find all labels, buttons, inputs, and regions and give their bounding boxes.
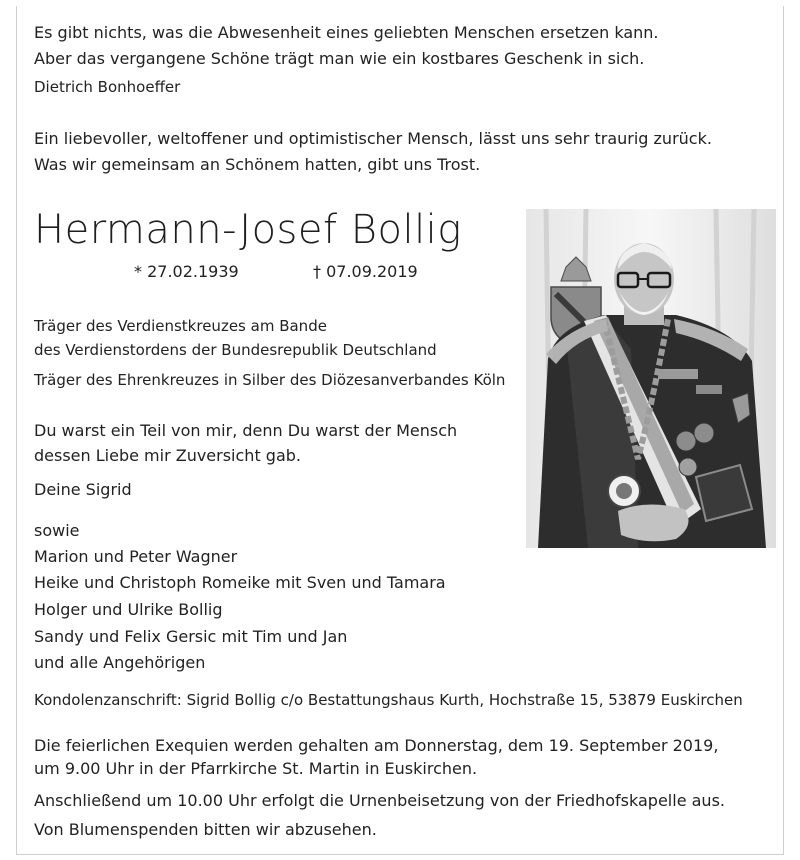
mourner-item: Holger und Ulrike Bollig bbox=[34, 600, 223, 619]
quote-line-1: Es gibt nichts, was die Abwesenheit eines geliebten Menschen ersetzen kann. bbox=[34, 23, 659, 42]
service-line-2: um 9.00 Uhr in der Pfarrkirche St. Martin in Euskirchen. bbox=[34, 759, 478, 778]
service-line-4: Von Blumenspenden bitten wir abzusehen. bbox=[34, 820, 377, 839]
mourner-item: Marion und Peter Wagner bbox=[34, 547, 238, 566]
condolence-address: Kondolenzanschrift: Sigrid Bollig c/o Bestattungshaus Kurth, Hochstraße 15, 53879 Euskirchen bbox=[34, 691, 743, 709]
quote-line-2: Aber das vergangene Schöne trägt man wie ein kostbares Geschenk in sich. bbox=[34, 49, 645, 68]
dedication-signature: Deine Sigrid bbox=[34, 480, 132, 499]
portrait-photo bbox=[526, 209, 776, 548]
intro-line-2: Was wir gemeinsam an Schönem hatten, gibt uns Trost. bbox=[34, 155, 481, 174]
mourner-item: Heike und Christoph Romeike mit Sven und Tamara bbox=[34, 573, 446, 592]
quote-author: Dietrich Bonhoeffer bbox=[34, 78, 181, 96]
deceased-name: Hermann-Josef Bollig bbox=[34, 207, 462, 253]
service-line-3: Anschließend um 10.00 Uhr erfolgt die Urnenbeisetzung von der Friedhofskapelle aus. bbox=[34, 791, 725, 810]
honor-line-1: Träger des Verdienstkreuzes am Bande bbox=[34, 317, 327, 335]
mourner-item: Sandy und Felix Gersic mit Tim und Jan bbox=[34, 627, 348, 646]
intro-line-1: Ein liebevoller, weltoffener und optimistischer Mensch, lässt uns sehr traurig zurück. bbox=[34, 129, 712, 148]
service-line-1: Die feierlichen Exequien werden gehalten am Donnerstag, dem 19. September 2019, bbox=[34, 736, 719, 755]
death-date: † 07.09.2019 bbox=[313, 262, 418, 281]
dedication-line-2: dessen Liebe mir Zuversicht gab. bbox=[34, 446, 301, 465]
birth-date: * 27.02.1939 bbox=[134, 262, 239, 281]
mourner-item: und alle Angehörigen bbox=[34, 653, 206, 672]
dedication-line-1: Du warst ein Teil von mir, denn Du warst der Mensch bbox=[34, 421, 458, 440]
mourners-intro: sowie bbox=[34, 521, 80, 540]
honor-line-3: Träger des Ehrenkreuzes in Silber des Diözesanverbandes Köln bbox=[34, 371, 506, 389]
honor-line-2: des Verdienstordens der Bundesrepublik Deutschland bbox=[34, 341, 437, 359]
